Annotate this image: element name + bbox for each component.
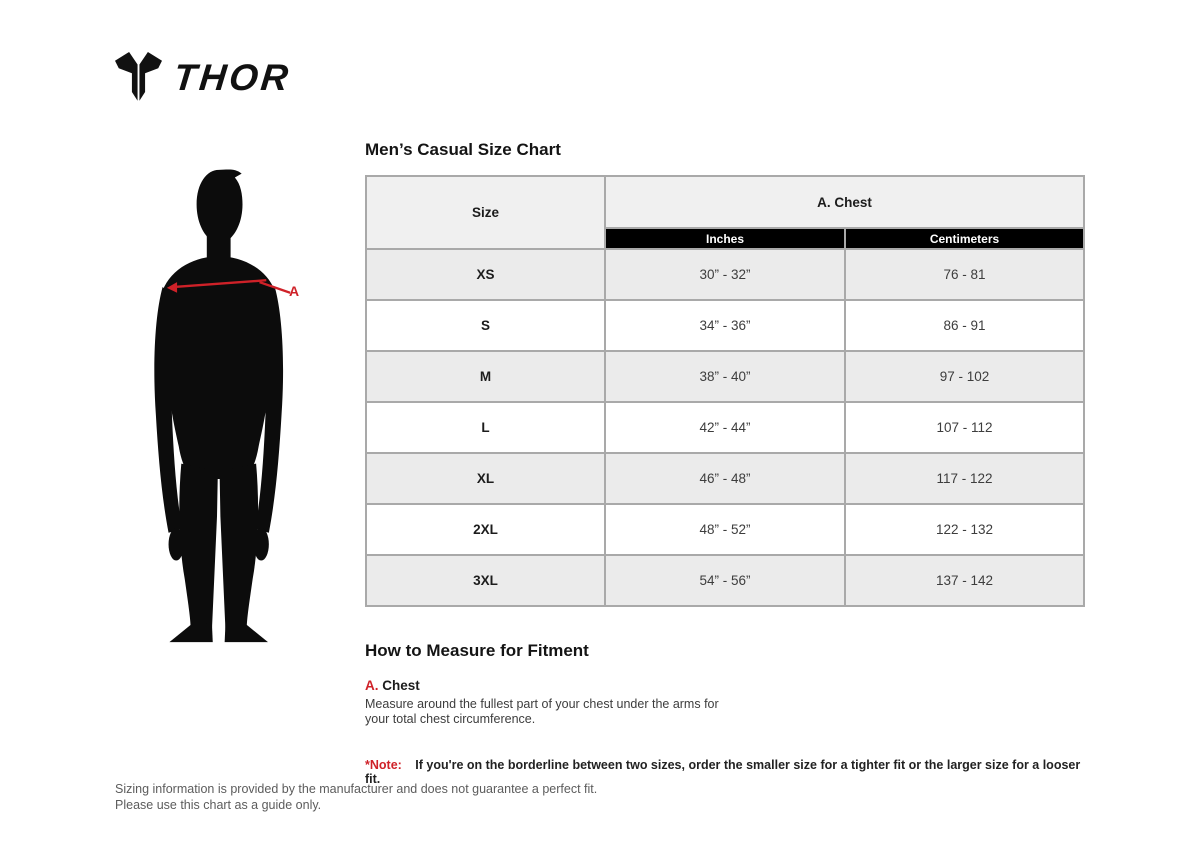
- size-cell: XS: [366, 249, 605, 300]
- table-row: [366, 504, 1084, 555]
- thor-horns-icon: [115, 52, 162, 102]
- disclaimer-footer: [115, 781, 597, 813]
- chest-measure-label-a: A: [289, 283, 300, 299]
- note-prefix: *Note:: [365, 758, 402, 772]
- inches-cell: 54” - 56”: [605, 555, 845, 606]
- centimeters-cell: 137 - 142: [845, 555, 1084, 606]
- centimeters-cell: 97 - 102: [845, 351, 1084, 402]
- centimeters-cell: 76 - 81: [845, 249, 1084, 300]
- table-row: [366, 351, 1084, 402]
- centimeters-cell: 86 - 91: [845, 300, 1084, 351]
- size-cell: L: [366, 402, 605, 453]
- measure-item-name: Chest: [382, 678, 420, 693]
- table-row: [366, 555, 1084, 606]
- body-silhouette-diagram: [132, 166, 302, 646]
- size-chart-section: [365, 140, 1085, 786]
- centimeters-cell: 117 - 122: [845, 453, 1084, 504]
- inches-cell: 48” - 52”: [605, 504, 845, 555]
- measure-item-letter: A.: [365, 678, 379, 693]
- table-row: [366, 453, 1084, 504]
- column-header-chest: A. Chest: [605, 176, 1084, 228]
- measure-item-description: Measure around the fullest part of your chest under the arms for your total chest circumference.: [365, 697, 719, 726]
- column-header-size: Size: [366, 176, 605, 249]
- column-header-centimeters: Centimeters: [845, 228, 1084, 249]
- column-header-inches: Inches: [605, 228, 845, 249]
- brand-wordmark: THOR: [171, 56, 293, 98]
- how-to-measure-title: How to Measure for Fitment: [365, 641, 589, 660]
- inches-cell: 46” - 48”: [605, 453, 845, 504]
- size-chart-title: Men’s Casual Size Chart: [365, 140, 561, 159]
- brand-logo: [115, 52, 297, 102]
- inches-cell: 30” - 32”: [605, 249, 845, 300]
- table-row: [366, 249, 1084, 300]
- table-row: [366, 402, 1084, 453]
- size-cell: M: [366, 351, 605, 402]
- male-silhouette: [154, 170, 283, 643]
- measure-item-chest: [365, 678, 1085, 693]
- table-row: [366, 300, 1084, 351]
- disclaimer-line-1: Sizing information is provided by the manufacturer and does not guarantee a perfect fit.: [115, 782, 598, 796]
- inches-cell: 42” - 44”: [605, 402, 845, 453]
- note-text: If you're on the borderline between two sizes, order the smaller size for a tighter fit or the larger size for a looser fit.: [365, 758, 1081, 786]
- size-chart-table: [365, 175, 1085, 607]
- centimeters-cell: 122 - 132: [845, 504, 1084, 555]
- size-cell: 2XL: [366, 504, 605, 555]
- disclaimer-line-2: Please use this chart as a guide only.: [115, 798, 322, 812]
- inches-cell: 38” - 40”: [605, 351, 845, 402]
- size-cell: 3XL: [366, 555, 605, 606]
- size-cell: S: [366, 300, 605, 351]
- inches-cell: 34” - 36”: [605, 300, 845, 351]
- size-cell: XL: [366, 453, 605, 504]
- centimeters-cell: 107 - 112: [845, 402, 1084, 453]
